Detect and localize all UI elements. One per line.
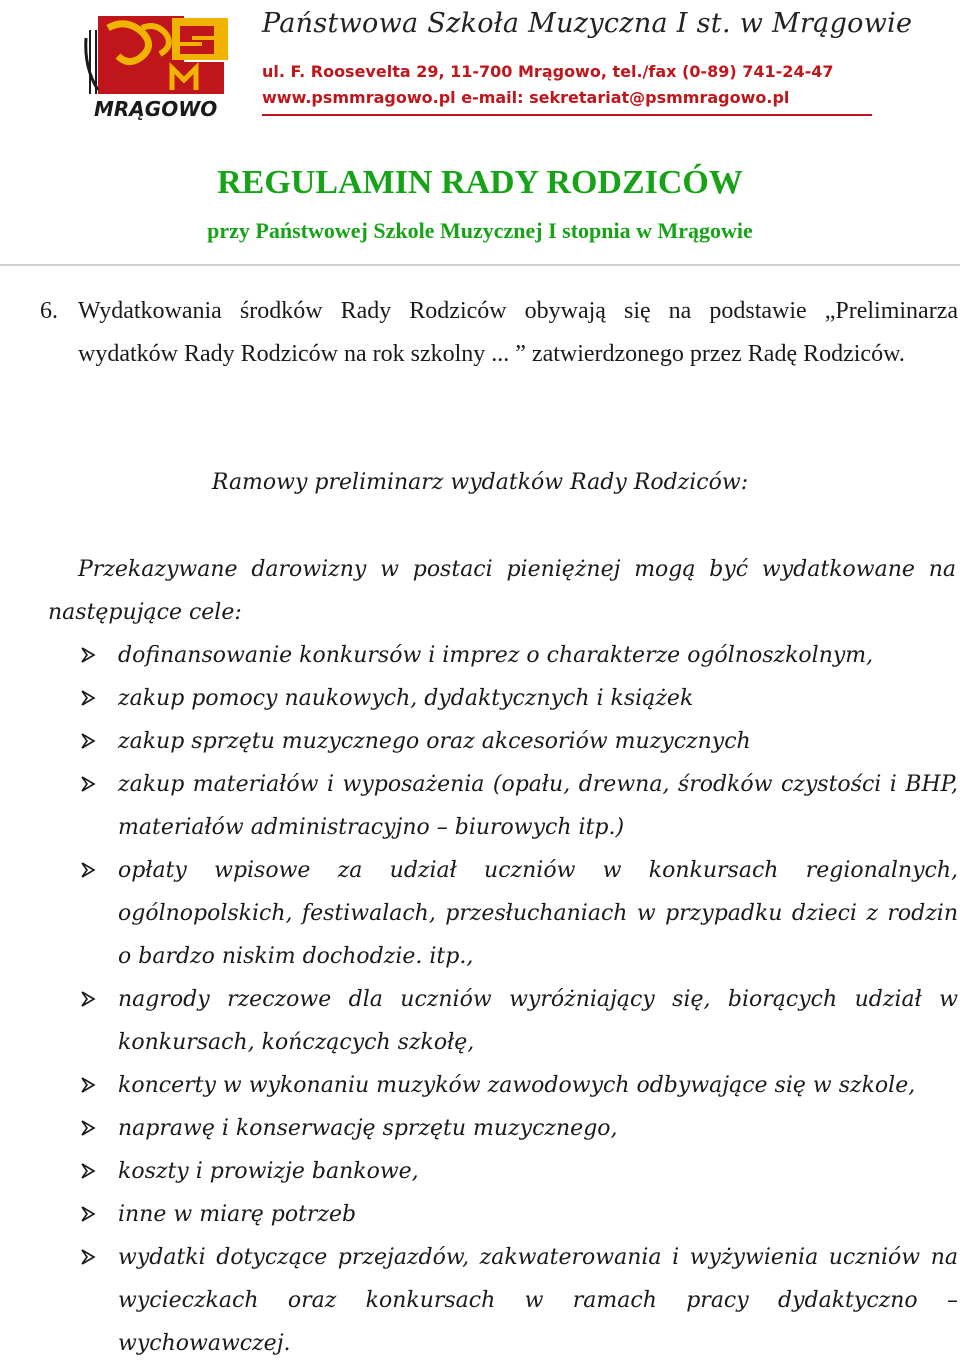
school-address: ul. F. Roosevelta 29, 11-700 Mrągowo, tel./fax (0-89) 741-24-47	[262, 62, 834, 81]
school-contact: www.psmmragowo.pl e-mail: sekretariat@psmmragowo.pl	[262, 88, 790, 107]
list-item-text: nagrody rzeczowe dla uczniów wyróżniający się, biorących udział w konkursach, kończących szkołę,	[118, 987, 958, 1055]
arrowhead-bullet-icon	[80, 991, 96, 1007]
school-name: Państwowa Szkoła Muzyczna I st. w Mrągowie	[262, 8, 913, 39]
list-item	[80, 978, 958, 1064]
arrowhead-bullet-icon	[80, 690, 96, 706]
arrowhead-bullet-icon	[80, 647, 96, 663]
list-item-text: naprawę i konserwację sprzętu muzycznego,	[118, 1116, 618, 1141]
list-item	[80, 677, 958, 720]
list-item	[80, 1107, 958, 1150]
document-subtitle: przy Państwowej Szkole Muzycznej I stopnia w Mrągowie	[207, 218, 753, 243]
header-divider	[262, 114, 872, 116]
arrowhead-bullet-icon	[80, 1206, 96, 1222]
title-divider	[0, 264, 960, 266]
arrowhead-bullet-icon	[80, 862, 96, 878]
logo-text: MRĄGOWO	[94, 97, 218, 120]
list-item-text: koncerty w wykonaniu muzyków zawodowych odbywające się w szkole,	[118, 1073, 916, 1098]
paragraph-text: Wydatkowania środków Rady Rodziców obywają się na podstawie „Preliminarza wydatków Rady Rodziców na rok szkolny ... ” zatwierdzonego przez Radę Rodziców.	[78, 298, 958, 367]
arrowhead-bullet-icon	[80, 1120, 96, 1136]
list-item	[80, 1236, 958, 1365]
list-item	[80, 720, 958, 763]
arrowhead-bullet-icon	[80, 1163, 96, 1179]
budget-title: Ramowy preliminarz wydatków Rady Rodziców:	[211, 470, 749, 495]
arrowhead-bullet-icon	[80, 1249, 96, 1265]
document-title: REGULAMIN RADY RODZICÓW	[217, 164, 743, 201]
arrowhead-bullet-icon	[80, 1077, 96, 1093]
intro-paragraph: Przekazywane darowizny w postaci pieniężnej mogą być wydatkowane na następujące cele:	[48, 557, 956, 625]
paragraph-6	[40, 290, 958, 376]
list-item	[80, 634, 958, 677]
list-item-text: koszty i prowizje bankowe,	[118, 1159, 419, 1184]
list-item-text: dofinansowanie konkursów i imprez o charakterze ogólnoszkolnym,	[118, 643, 874, 668]
expense-list	[80, 634, 958, 1365]
list-item	[80, 1150, 958, 1193]
paragraph-number: 6.	[40, 298, 58, 324]
list-item-text: zakup materiałów i wyposażenia (opału, drewna, środków czystości i BHP, materiałów administracyjno – biurowych itp.)	[118, 772, 958, 840]
arrowhead-bullet-icon	[80, 733, 96, 749]
list-item-text: zakup pomocy naukowych, dydaktycznych i książek	[118, 686, 694, 711]
letterhead	[0, 0, 960, 130]
list-item	[80, 1193, 958, 1236]
list-item	[80, 849, 958, 978]
list-item	[80, 1064, 958, 1107]
list-item-text: zakup sprzętu muzycznego oraz akcesoriów muzycznych	[118, 729, 751, 754]
list-item	[80, 763, 958, 849]
list-item-text: inne w miarę potrzeb	[118, 1202, 357, 1227]
list-item-text: wydatki dotyczące przejazdów, zakwaterowania i wyżywienia uczniów na wycieczkach oraz konkursach w ramach pracy dydaktyczno – wychowawczej.	[118, 1245, 958, 1356]
school-logo	[80, 8, 240, 120]
title-block	[0, 160, 960, 246]
arrowhead-bullet-icon	[80, 776, 96, 792]
list-item-text: opłaty wpisowe za udział uczniów w konkursach regionalnych, ogólnopolskich, festiwalach, przesłuchaniach w przypadku dzieci z rodzin o bardzo niskim dochodzie. itp.,	[118, 858, 958, 969]
